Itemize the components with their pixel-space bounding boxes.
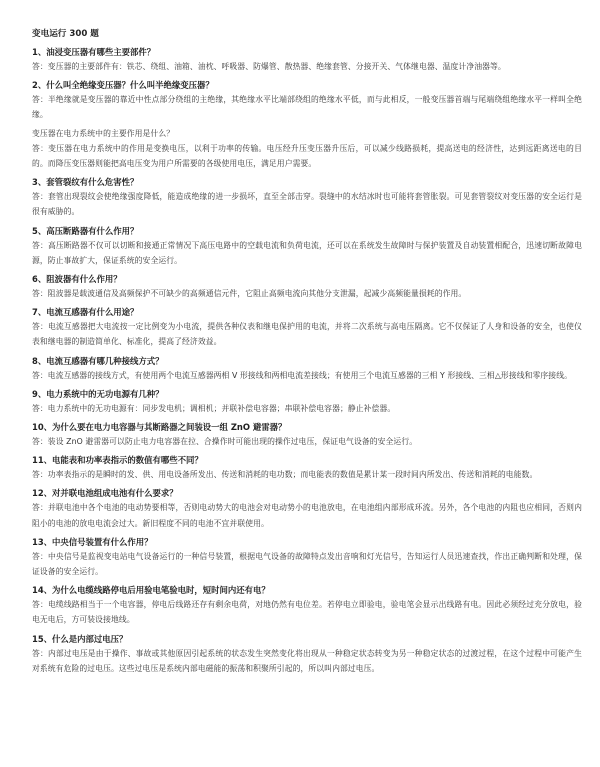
qa-item (32, 225, 582, 268)
qa-item (32, 388, 582, 416)
qa-item (32, 355, 582, 383)
document-title: 变电运行 300 题 (32, 29, 99, 39)
question: 9、电力系统中的无功电源有几种？ (32, 388, 164, 399)
answer: 答：阻波器是载波通信及高频保护不可缺少的高频通信元件，它阻止高频电流向其他分支泄漏，起减少高频能量损耗的作用。 (32, 289, 467, 299)
sub-question: 变压器在电力系统中的主要作用是什么？ (32, 128, 175, 138)
answer: 答：电缆线路相当于一个电容器，停电后线路还存有剩余电荷，对地仍然有电位差。若停电立即验电，验电笔会显示出线路有电。因此必须经过充分放电，验电无电后，方可装设接地线。 (32, 600, 582, 625)
qa-item (32, 536, 582, 579)
question: 8、电流互感器有哪几种接线方式？ (32, 355, 164, 366)
answer: 答：功率表指示的是瞬时的发、供、用电设备所发出、传送和消耗的电功数；而电能表的数值是累计某一段时间内所发出、传送和消耗的电能数。 (32, 470, 538, 480)
question: 7、电流互感器有什么用途？ (32, 307, 139, 318)
answer: 答：内部过电压是由于操作、事故或其他原因引起系统的状态发生突然变化将出现从一种稳定状态转变为另一种稳定状态的过渡过程，在这个过程中可能产生对系统有危险的过电压。这些过电压是系统内部电磁能的振荡和积聚所引起的，所以叫内部过电压。 (32, 648, 582, 673)
answer: 答：半绝缘就是变压器的靠近中性点部分绕组的主绝缘，其绝缘水平比端部绕组的绝缘水平低，而与此相反，一般变压器首端与尾端绕组绝缘水平一样叫全绝缘。 (32, 95, 582, 120)
answer: 答：电力系统中的无功电源有：同步发电机；调相机；并联补偿电容器；串联补偿电容器；静止补偿器。 (32, 403, 396, 413)
answer: 答：变压器在电力系统中的作用是变换电压，以利于功率的传输。电压经升压变压器升压后，可以减少线路损耗，提高送电的经济性，达到远距离送电的目的。而降压变压器则能把高电压变为用户所需要的各级使用电压，满足用户需要。 (32, 143, 582, 169)
question: 2、什么叫全绝缘变压器？什么叫半绝缘变压器？ (32, 80, 214, 91)
question: 3、套管裂纹有什么危害性？ (32, 177, 139, 188)
answer: 答：中央信号是监视变电站电气设备运行的一种信号装置，根据电气设备的故障特点发出音响和灯光信号，告知运行人员迅速查找，作出正确判断和处理，保证设备的安全运行。 (32, 551, 582, 577)
question: 13、中央信号装置有什么作用？ (32, 536, 153, 547)
answer: 答：装设 ZnO 避雷器可以防止电力电容器在拉、合操作时可能出现的操作过电压，保证电气设备的安全运行。 (32, 437, 418, 447)
question: 10、为什么要在电力电容器与其断路器之间装设一组 ZnO 避雷器？ (32, 422, 287, 433)
qa-item (32, 487, 582, 530)
question: 15、什么是内部过电压？ (32, 633, 128, 644)
answer: 答：电流互感器把大电流按一定比例变为小电流，提供各种仪表和继电保护用的电流，并将二次系统与高电压隔离。它不仅保证了人身和设备的安全，也使仪表和继电器的制造简单化、标准化，提高了经济效益。 (32, 322, 582, 347)
qa-item (32, 79, 582, 171)
qa-item (32, 454, 582, 482)
answer: 答：并联电池中各个电池的电动势要相等，否则电动势大的电池会对电动势小的电池放电，在电池组内部形成环流。另外，各个电池的内阻也应相同，否则内阻小的电池的放电电流会过大。新旧程度不同的电池不宜并联使用。 (32, 503, 582, 528)
answer: 答：高压断路器不仅可以切断和接通正常情况下高压电路中的空载电流和负荷电流，还可以在系统发生故障时与保护装置及自动装置相配合，迅速切断故障电源，防止事故扩大，保证系统的安全运行。 (32, 240, 582, 265)
question: 6、阻波器有什么作用？ (32, 274, 122, 285)
question: 1、油浸变压器有哪些主要部件？ (32, 47, 156, 57)
qa-item (32, 176, 582, 219)
answer: 答：套管出现裂纹会使绝缘强度降低，能造成绝缘的进一步损坏，直至全部击穿。裂缝中的水结冰时也可能将套管胀裂。可见套管裂纹对变压器的安全运行是很有威胁的。 (32, 192, 582, 217)
question: 11、电能表和功率表指示的数值有哪些不同？ (32, 455, 203, 466)
qa-item (32, 633, 582, 676)
qa-item (32, 584, 582, 627)
question: 12、对并联电池组成电池有什么要求？ (32, 488, 178, 499)
qa-item (32, 46, 582, 74)
question: 5、高压断路器有什么作用？ (32, 225, 139, 236)
answer: 答：变压器的主要部件有：铁芯、绕组、油箱、油枕、呼吸器、防爆管、散热器、绝缘套管、分接开关、气体继电器、温度计净油器等。 (32, 62, 506, 71)
qa-item (32, 273, 582, 301)
qa-item (32, 421, 582, 449)
qa-item (32, 306, 582, 349)
question: 14、为什么电缆线路停电后用验电笔验电时，短时间内还有电？ (32, 585, 270, 596)
answer: 答：电流互感器的接线方式，有使用两个电流互感器两相 V 形接线和两相电流差接线；有使用三个电流互感器的三相 Y 形接线、三相△形接线和零序接线。 (32, 370, 572, 380)
